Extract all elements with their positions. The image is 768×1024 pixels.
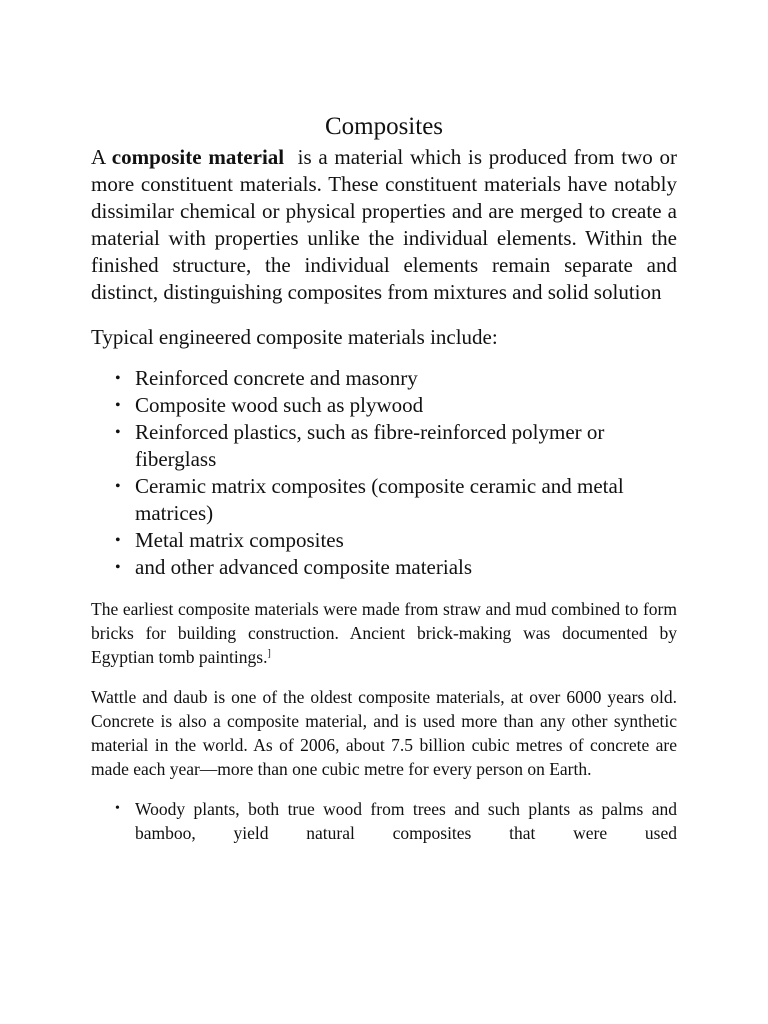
natural-composites-list: [91, 797, 677, 845]
list-item: • Metal matrix composites: [135, 527, 677, 554]
history-paragraph: [91, 597, 677, 669]
footnote-mark: ]: [267, 648, 271, 660]
document-page: [91, 110, 683, 845]
list-item: • and other advanced composite materials: [135, 554, 677, 581]
list-item: • Composite wood such as plywood: [135, 392, 677, 419]
list-item: • Reinforced concrete and masonry: [135, 365, 677, 392]
intro-prefix: A: [91, 145, 112, 169]
materials-list: [91, 365, 677, 581]
list-item: • Woody plants, both true wood from trees and such plants as palms and bamboo, yield natural composites that were used: [135, 797, 677, 845]
list-item: • Reinforced plastics, such as fibre-reinforced polymer or fiberglass: [135, 419, 677, 473]
intro-rest: is a material which is produced from two or more constituent materials. These constituent materials have notably dissimilar chemical or physical properties and are merged to create a material with properties unlike the individual elements. Within the finished structure, the individual elements remain separate and distinct, distinguishing composites from mixtures and solid solution: [91, 145, 683, 304]
intro-paragraph: [91, 144, 683, 306]
history-text: The earliest composite materials were made from straw and mud combined to form bricks for building construction. Ancient brick-making was documented by Egyptian tomb paintings.: [91, 599, 677, 667]
list-item: • Ceramic matrix composites (composite ceramic and metal matrices): [135, 473, 677, 527]
intro-term: composite material: [111, 145, 285, 169]
wattle-paragraph: Wattle and daub is one of the oldest composite materials, at over 6000 years old. Concrete is also a composite material, and is used more than any other synthetic material in the world. As of 2006, about 7.5 billion cubic metres of concrete are made each year—more than one cubic metre for every person on Earth.: [91, 687, 677, 779]
list-lead: Typical engineered composite materials include:: [91, 325, 498, 349]
page-title: Composites: [324, 113, 444, 140]
